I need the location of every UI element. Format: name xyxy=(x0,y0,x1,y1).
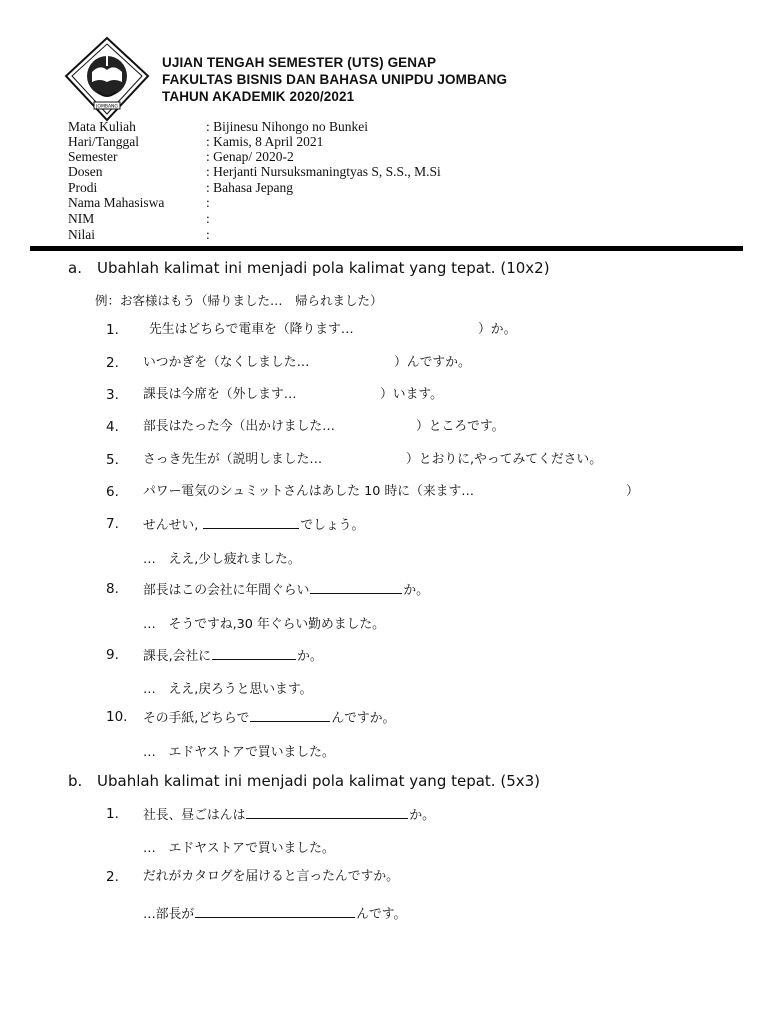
answer-prefix: …部長が xyxy=(143,907,195,922)
header-divider xyxy=(30,246,743,251)
question-text: 課長は今席を（外します… xyxy=(143,387,297,402)
question-end: ）います。 xyxy=(380,387,443,402)
question-number: 1. xyxy=(106,806,119,822)
question-end: ）ところです。 xyxy=(416,419,505,434)
answer-blank[interactable] xyxy=(246,804,408,819)
question-number: 5. xyxy=(106,452,119,468)
question-number: 3. xyxy=(106,387,119,403)
info-label: Dosen xyxy=(68,164,103,179)
info-value: : Herjanti Nursuksmaningtyas S, S.S., M.Si xyxy=(206,164,441,179)
question-text xyxy=(143,579,429,601)
answer-a-7: … ええ,少し疲れました。 xyxy=(143,552,301,567)
answer-end: んです。 xyxy=(356,907,407,922)
section-title: Ubahlah kalimat ini menjadi pola kalimat yang tepat. (10x2) xyxy=(97,259,550,277)
question-text: 先生はどちらで電車を（降ります… xyxy=(149,322,354,337)
section-title: Ubahlah kalimat ini menjadi pola kalimat yang tepat. (5x3) xyxy=(97,772,541,790)
question-end: ）とおりに,やってみてください。 xyxy=(406,452,603,467)
info-value: : Bijinesu Nihongo no Bunkei xyxy=(206,119,368,134)
question-stem: その手紙,どちらで xyxy=(143,711,250,726)
info-value: : xyxy=(206,211,210,226)
answer-a-9: … ええ,戻ろうと思います。 xyxy=(143,682,313,697)
question-end: でしょう。 xyxy=(300,518,365,533)
question-number: 8. xyxy=(106,581,119,597)
header-academic-year: TAHUN AKADEMIK 2020/2021 xyxy=(162,89,355,104)
question-text: さっき先生が（説明しました… xyxy=(143,452,323,467)
answer-blank[interactable] xyxy=(195,903,355,918)
section-letter: a. xyxy=(68,259,82,277)
info-label: Prodi xyxy=(68,180,98,195)
info-value: : xyxy=(206,195,210,210)
answer-a-8: … そうですね,30 年ぐらい勤めました。 xyxy=(143,617,385,632)
question-stem: 課長,会社に xyxy=(143,649,212,664)
svg-text:JOMBANG: JOMBANG xyxy=(96,104,118,110)
question-text xyxy=(143,804,435,826)
question-number: 1. xyxy=(106,322,119,338)
question-number: 2. xyxy=(106,355,119,371)
question-text: 部長はたった今（出かけました… xyxy=(143,419,335,434)
info-label: Nama Mahasiswa xyxy=(68,195,165,210)
answer-blank[interactable] xyxy=(250,707,330,722)
question-end: か。 xyxy=(409,808,435,823)
question-end: か。 xyxy=(403,583,429,598)
answer-b-1: … エドヤストアで買いました。 xyxy=(143,841,335,856)
section-letter: b. xyxy=(68,772,83,790)
university-logo xyxy=(64,36,150,122)
question-end: か。 xyxy=(297,649,323,664)
example-line: 例：お客様はもう（帰りました… 帰られました） xyxy=(95,293,383,308)
question-stem: 部長はこの会社に年間ぐらい xyxy=(143,583,310,598)
answer-blank[interactable] xyxy=(310,579,402,594)
question-number: 2. xyxy=(106,869,119,885)
question-text xyxy=(143,514,364,536)
question-text: だれがカタログを届けると言ったんですか。 xyxy=(143,869,399,884)
info-value: : xyxy=(206,227,210,242)
info-value: : Kamis, 8 April 2021 xyxy=(206,134,324,149)
question-end: ） xyxy=(626,484,639,499)
question-text: パワー電気のシュミットさんはあした 10 時に（来ます… xyxy=(143,484,475,499)
info-label: Nilai xyxy=(68,227,95,242)
question-text xyxy=(143,645,323,667)
question-text: いつかぎを（なくしました… xyxy=(143,355,310,370)
question-number: 7. xyxy=(106,516,119,532)
header-title: UJIAN TENGAH SEMESTER (UTS) GENAP xyxy=(162,55,437,70)
question-end: んですか。 xyxy=(331,711,396,726)
answer-b-2 xyxy=(143,903,406,922)
question-number: 9. xyxy=(106,647,119,663)
answer-blank[interactable] xyxy=(212,645,296,660)
question-number: 6. xyxy=(106,484,119,500)
info-label: Semester xyxy=(68,149,118,164)
question-stem: せんせい, xyxy=(143,518,199,533)
question-end: ）か。 xyxy=(478,322,517,337)
info-label: NIM xyxy=(68,211,95,226)
question-number: 4. xyxy=(106,419,119,435)
answer-a-10: … エドヤストアで買いました。 xyxy=(143,745,335,760)
question-number: 10. xyxy=(106,709,128,725)
question-end: ）んですか。 xyxy=(394,355,471,370)
info-value: : Genap/ 2020-2 xyxy=(206,149,294,164)
header-faculty: FAKULTAS BISNIS DAN BAHASA UNIPDU JOMBANG xyxy=(162,72,508,87)
info-label: Mata Kuliah xyxy=(68,119,136,134)
info-value: : Bahasa Jepang xyxy=(206,180,293,195)
answer-blank[interactable] xyxy=(203,514,299,529)
question-stem: 社長、昼ごはんは xyxy=(143,808,246,823)
info-label: Hari/Tanggal xyxy=(68,134,140,149)
question-text xyxy=(143,707,395,729)
